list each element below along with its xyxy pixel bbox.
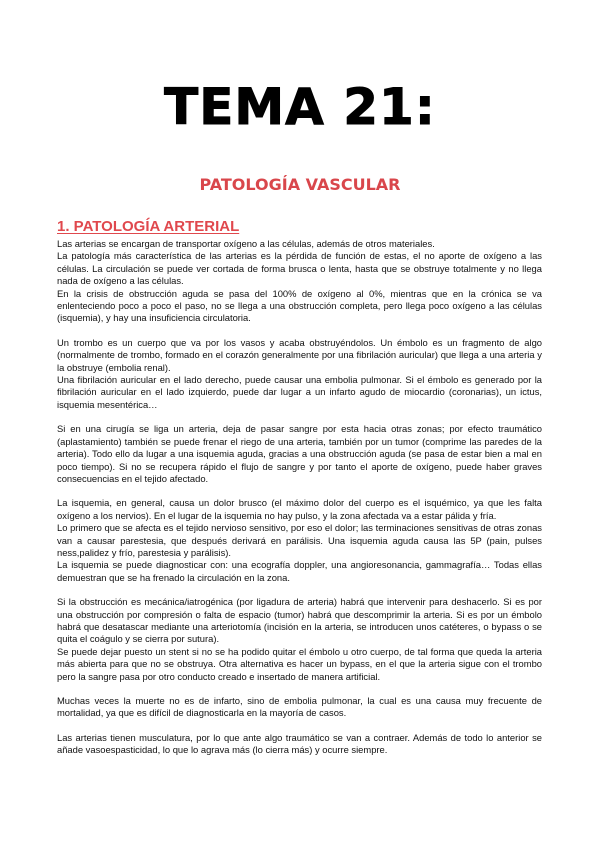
paragraph: Las arterias tienen musculatura, por lo que ante algo traumático se van a contraer. Además de todo lo anterior se añade vasoespasticidad, lo que lo agrava más (lo cierra más) y ocurre siempre. bbox=[57, 731, 542, 756]
paragraph: En la crisis de obstrucción aguda se pasa del 100% de oxígeno al 0%, mientras que en la crónica se va enlenteciendo poco a poco el paso, no se llega a una obstrucción completa, pero llega poco oxígeno a las células (isquemia), y hay una insuficiencia circulatoria. bbox=[57, 287, 542, 324]
paragraph: Las arterias se encargan de transportar oxígeno a las células, además de otros materiales. bbox=[57, 238, 435, 249]
paragraph-gap bbox=[57, 325, 542, 337]
paragraph: La isquemia, en general, causa un dolor brusco (el máximo dolor del cuerpo es el isquémico, ya que les falta oxígeno a los nervios). En el lugar de la isquemia no hay pulso, y la zona afectada va a estar pálida y fría. bbox=[57, 497, 542, 521]
page-title: TEMA 21: bbox=[164, 78, 436, 136]
paragraph-gap bbox=[57, 683, 542, 695]
paragraph: Si en una cirugía se liga un arteria, deja de pasar sangre por esta hacia otras zonas; por efecto traumático (aplastamiento) también se puede frenar el riego de una arteria, también por un tumor (comprime las paredes de la arteria). Todo ello da lugar a una isquemia aguda, gracias a una obstrucción aguda (se pasa de estar bien a mal en poco tiempo). Si no se recupera rápido el flujo de sangre y por tanto el aporte de oxígeno, puede haber graves consecuencias en el tejido afectado. bbox=[57, 423, 542, 484]
paragraph: La isquemia se puede diagnosticar con: una ecografía doppler, una angioresonancia, gammagrafía… Todas ellas demuestran que se ha frenado la circulación en la zona. bbox=[57, 559, 542, 583]
paragraph: Se puede dejar puesto un stent si no se ha podido quitar el émbolo u otro cuerpo, de tal forma que queda la arteria más abierta para que no se obstruya. Otra alternativa es hacer un bypass, en el que la arteria sigue con el trombo pero la sangre pasa por otro conducto creado e insertado de manera artificial. bbox=[57, 645, 542, 682]
paragraph: Un trombo es un cuerpo que va por los vasos y acaba obstruyéndolos. Un émbolo es un fragmento de algo (normalmente de trombo, formado en el corazón generalmente por una fibrilación auricular) que llega a una arteria y la obstruye (embolia renal). bbox=[57, 336, 542, 373]
paragraph: Si la obstrucción es mecánica/iatrogénica (por ligadura de arteria) habrá que intervenir para deshacerlo. Si es por una obstrucción por compresión o falta de espacio (tumor) habrá que descomprimir la arteria. Si es por un émbolo habrá que desatascar mediante una arteriotomía (incisión en la arteria, se introducen unos catéteres, o bypass o se quita el coágulo y se cierra por sutura). bbox=[57, 596, 542, 645]
paragraph-gap bbox=[57, 485, 542, 497]
paragraph-gap bbox=[57, 584, 542, 596]
paragraph: Lo primero que se afecta es el tejido nervioso sensitivo, por eso el dolor; las terminaciones sensitivas de otras zonas van a causar parestesia, que después derivará en parálisis. Una isquemia aguda causa las 5P (pain, pulses ness,palidez y frío, parestesia y parálisis). bbox=[57, 522, 542, 558]
section-heading: 1. PATOLOGÍA ARTERIAL bbox=[57, 218, 240, 235]
page-subtitle: PATOLOGÍA VASCULAR bbox=[199, 175, 401, 194]
paragraph: Una fibrilación auricular en el lado derecho, puede causar una embolia pulmonar. Si el émbolo es generado por la fibrilación auricular en el lado izquierdo, puede dar lugar a un infarto agudo de miocardio (coronarias), un ictus, isquemia mesentérica… bbox=[57, 374, 542, 410]
paragraph-gap bbox=[57, 720, 542, 732]
paragraph: Muchas veces la muerte no es de infarto, sino de embolia pulmonar, la cual es una causa muy frecuente de mortalidad, ya que es difícil de diagnosticarla en la mayoría de casos. bbox=[57, 695, 542, 719]
document-body bbox=[57, 238, 542, 757]
paragraph-gap bbox=[57, 411, 542, 423]
paragraph: La patología más característica de las arterias es la pérdida de función de estas, el no aporte de oxígeno a las células. La circulación se puede ver cortada de forma brusca o lenta, hasta que se obstruye totalmente y no llega nada de oxígeno a las células. bbox=[57, 250, 542, 287]
